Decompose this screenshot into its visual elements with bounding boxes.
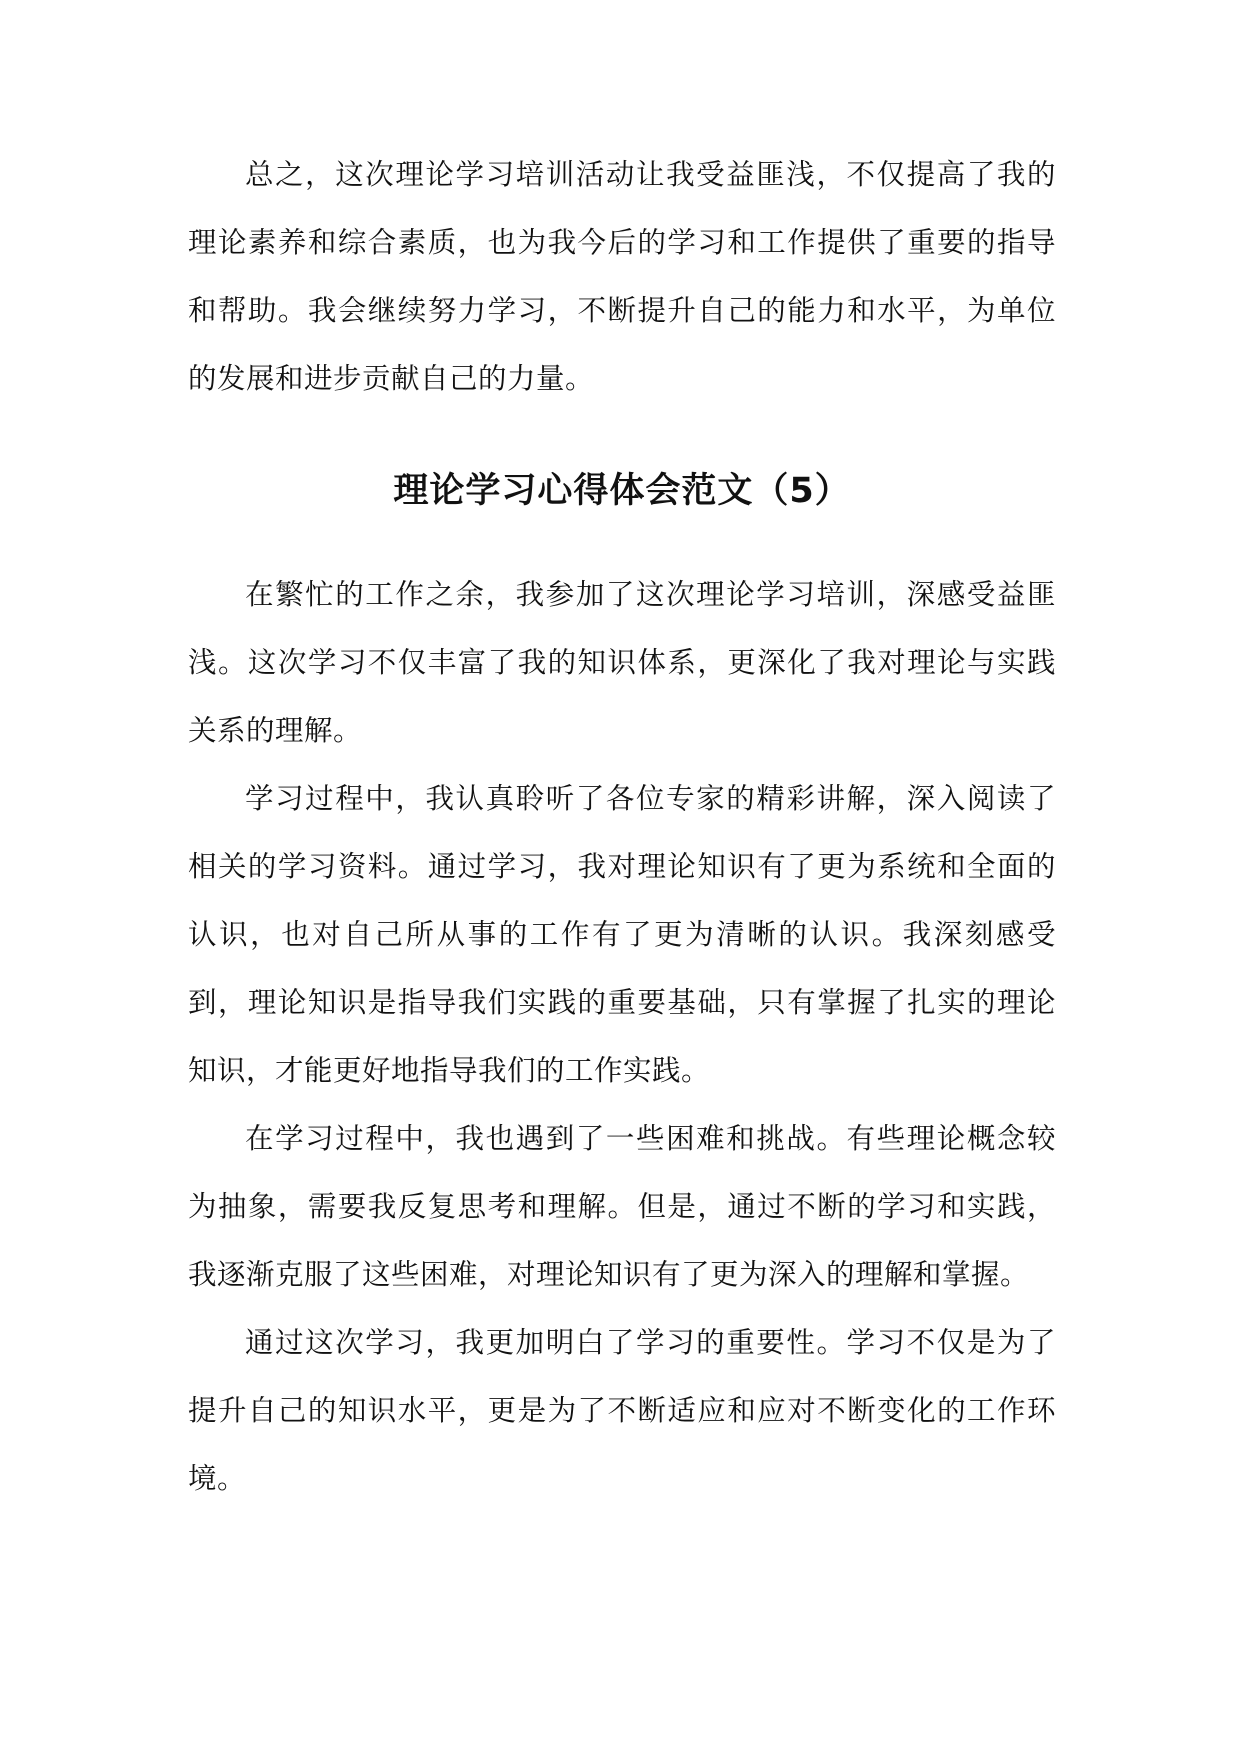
paragraph-4: 通过这次学习，我更加明白了学习的重要性。学习不仅是为了提升自己的知识水平，更是为了不断适应和应对不断变化的工作环境。 <box>188 1326 1056 1495</box>
paragraph-1: 在繁忙的工作之余，我参加了这次理论学习培训，深感受益匪浅。这次学习不仅丰富了我的知识体系，更深化了我对理论与实践关系的理解。 <box>188 578 1056 747</box>
paragraph-2: 学习过程中，我认真聆听了各位专家的精彩讲解，深入阅读了相关的学习资料。通过学习，我对理论知识有了更为系统和全面的认识，也对自己所从事的工作有了更为清晰的认识。我深刻感受到，理论知识是指导我们实践的重要基础，只有掌握了扎实的理论知识，才能更好地指导我们的工作实践。 <box>188 782 1056 1087</box>
intro-paragraph: 总之，这次理论学习培训活动让我受益匪浅，不仅提高了我的理论素养和综合素质，也为我今后的学习和工作提供了重要的指导和帮助。我会继续努力学习，不断提升自己的能力和水平，为单位的发展和进步贡献自己的力量。 <box>188 158 1056 395</box>
document-body <box>188 141 1056 1513</box>
paragraph-3: 在学习过程中，我也遇到了一些困难和挑战。有些理论概念较为抽象，需要我反复思考和理解。但是，通过不断的学习和实践，我逐渐克服了这些困难，对理论知识有了更为深入的理解和掌握。 <box>188 1122 1056 1291</box>
section-title: 理论学习心得体会范文（5） <box>393 471 851 511</box>
